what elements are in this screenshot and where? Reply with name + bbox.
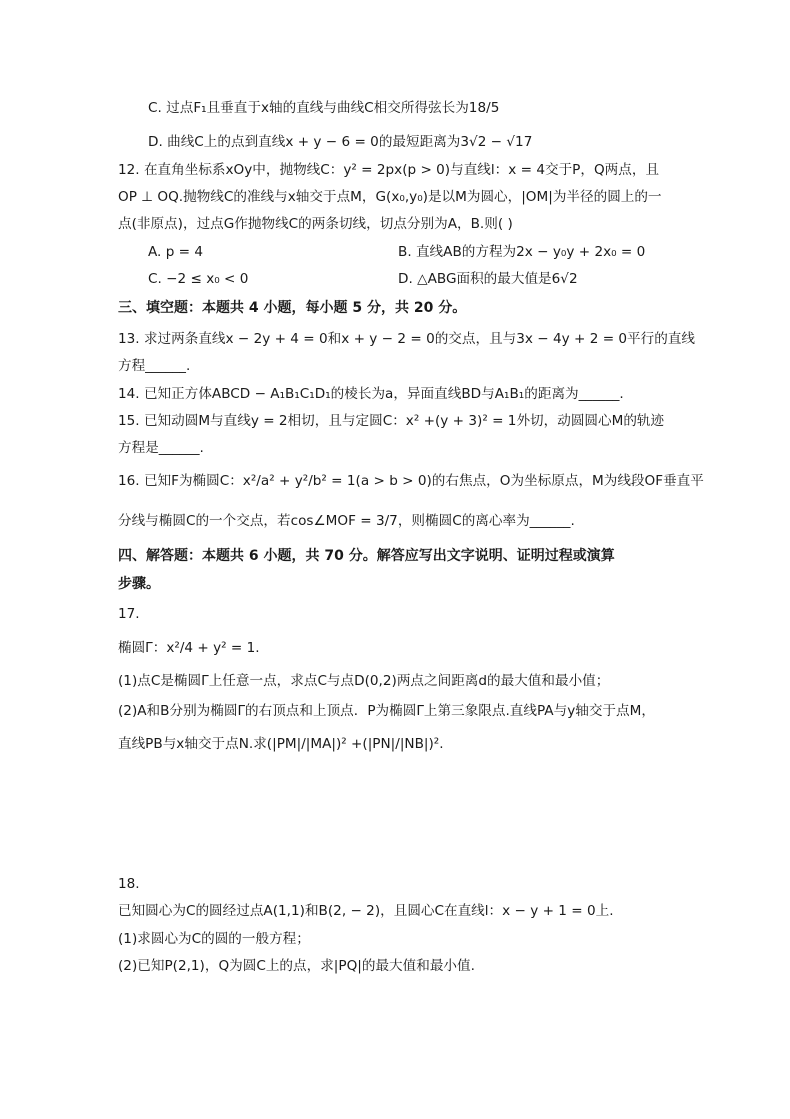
question-12-line2: OP ⊥ OQ.抛物线C的准线与x轴交于点M，G(x₀,y₀)是以M为圆心，|OM|为半径的圆上的一 xyxy=(118,189,662,205)
option-12d: D. △ABG面积的最大值是6√2 xyxy=(398,271,578,287)
question-16: 16. 已知F为椭圆C：x²/a² + y²/b² = 1(a > b > 0)的右焦点，O为坐标原点，M为线段OF垂直平 xyxy=(118,473,704,489)
question-17-part2: (2)A和B分别为椭圆Γ的右顶点和上顶点．P为椭圆Γ上第三象限点.直线PA与y轴交于点M， xyxy=(118,703,655,719)
question-12: 12. 在直角坐标系xOy中，抛物线C：y² = 2px(p > 0)与直线l：x = 4交于P，Q两点，且 xyxy=(118,162,660,178)
question-17-number: 17. xyxy=(118,606,140,622)
question-18-part1: (1)求圆心为C的圆的一般方程； xyxy=(118,931,310,947)
option-12c: C. −2 ≤ x₀ < 0 xyxy=(148,271,249,287)
question-14: 14. 已知正方体ABCD − A₁B₁C₁D₁的棱长为a，异面直线BD与A₁B₁的距离为______. xyxy=(118,386,624,402)
question-15-line2: 方程是______. xyxy=(118,440,204,456)
question-13-line2: 方程______. xyxy=(118,358,191,374)
question-17-stem: 椭圆Γ：x²/4 + y² = 1. xyxy=(118,640,260,656)
question-16-line2: 分线与椭圆C的一个交点，若cos∠MOF = 3/7，则椭圆C的离心率为______. xyxy=(118,513,575,529)
option-11c: C. 过点F₁且垂直于x轴的直线与曲线C相交所得弦长为18/5 xyxy=(148,100,500,116)
section-solution: 四、解答题：本题共 6 小题，共 70 分。解答应写出文字说明、证明过程或演算 xyxy=(118,548,615,564)
question-12-line3: 点(非原点)，过点G作抛物线C的两条切线，切点分别为A，B.则( ) xyxy=(118,216,513,232)
question-17-part2-line2: 直线PB与x轴交于点N.求(|PM|/|MA|)² +(|PN|/|NB|)². xyxy=(118,736,444,752)
option-12b: B. 直线AB的方程为2x − y₀y + 2x₀ = 0 xyxy=(398,244,646,260)
question-15: 15. 已知动圆M与直线y = 2相切，且与定圆C：x² +(y + 3)² = 1外切，动圆圆心M的轨迹 xyxy=(118,413,665,429)
section-fill-blank: 三、填空题：本题共 4 小题，每小题 5 分，共 20 分。 xyxy=(118,300,467,316)
question-17-part1: (1)点C是椭圆Γ上任意一点，求点C与点D(0,2)两点之间距离d的最大值和最小值； xyxy=(118,673,610,689)
question-18-part2: (2)已知P(2,1)，Q为圆C上的点，求|PQ|的最大值和最小值. xyxy=(118,958,475,974)
question-18-stem: 已知圆心为C的圆经过点A(1,1)和B(2, − 2)，且圆心C在直线l：x − y + 1 = 0上. xyxy=(118,903,614,919)
option-11d: D. 曲线C上的点到直线x + y − 6 = 0的最短距离为3√2 − √17 xyxy=(148,134,533,150)
section-solution-line2: 步骤。 xyxy=(118,576,160,592)
question-13: 13. 求过两条直线x − 2y + 4 = 0和x + y − 2 = 0的交点，且与3x − 4y + 2 = 0平行的直线 xyxy=(118,331,696,347)
option-12a: A. p = 4 xyxy=(148,244,204,260)
question-18-number: 18. xyxy=(118,876,140,892)
